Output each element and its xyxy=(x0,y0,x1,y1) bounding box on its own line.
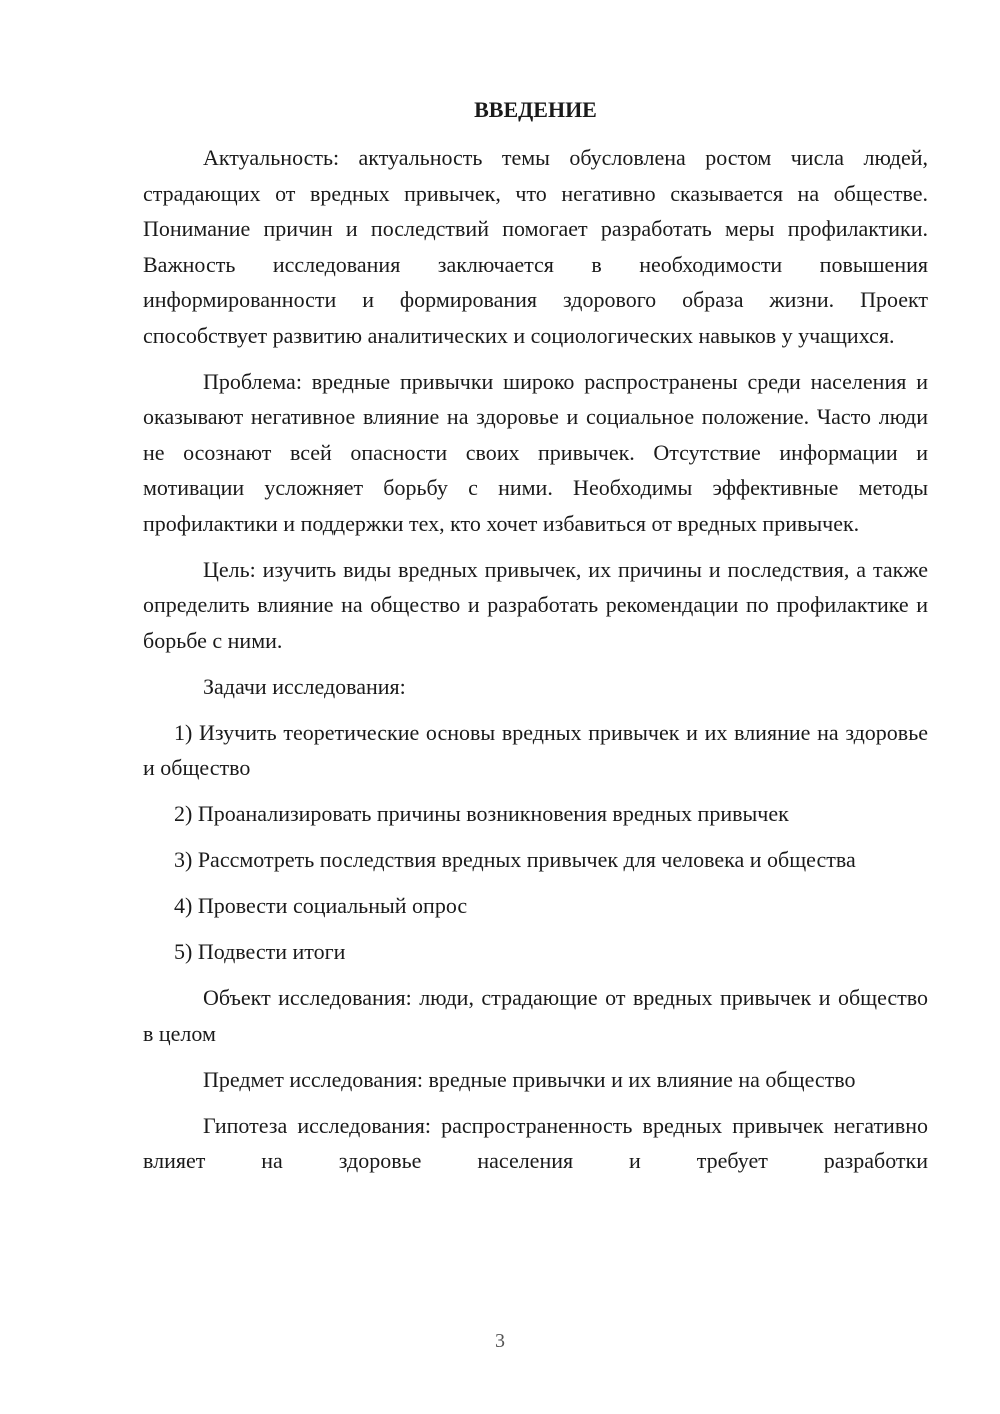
task-item-1: 1) Изучить теоретические основы вредных привычек и их влияние на здоровье и общество xyxy=(143,719,928,780)
page-number: 3 xyxy=(495,1330,505,1352)
document-page xyxy=(143,90,928,1189)
problem-paragraph: Проблема: вредные привычки широко распространены среди населения и оказывают негативное влияние на здоровье и социальное положение. Часто люди не осознают всей опасности своих привычек. Отсутствие информации и мотивации усложняет борьбу с ними. Необходимы эффективные методы профилактики и поддержки тех, кто хочет избавиться от вредных привычек. xyxy=(143,368,928,536)
task-item-2: 2) Проанализировать причины возникновения вредных привычек xyxy=(174,801,789,826)
object-paragraph: Объект исследования: люди, страдающие от вредных привычек и общество в целом xyxy=(143,985,928,1046)
relevance-paragraph: Актуальность: актуальность темы обусловлена ростом числа людей, страдающих от вредных привычек, что негативно сказывается на обществе. Понимание причин и последствий помогает разработать меры профилактики. Важность исследования заключается в необходимости повышения информированности и формирования здорового образа жизни. Проект способствует развитию аналитических и социологических навыков у учащихся. xyxy=(143,145,928,348)
goal-paragraph: Цель: изучить виды вредных привычек, их причины и последствия, а также определить влияние на общество и разработать рекомендации по профилактике и борьбе с ними. xyxy=(143,556,928,653)
hypothesis-paragraph: Гипотеза исследования: распространенность вредных привычек негативно влияет на здоровье населения и требует разработки xyxy=(143,1112,928,1173)
subject-paragraph: Предмет исследования: вредные привычки и их влияние на общество xyxy=(203,1066,856,1092)
task-item-4: 4) Провести социальный опрос xyxy=(174,893,468,918)
page-title: ВВЕДЕНИЕ xyxy=(474,97,597,122)
task-item-5: 5) Подвести итоги xyxy=(174,939,346,964)
tasks-heading: Задачи исследования: xyxy=(203,673,406,699)
task-item-3: 3) Рассмотреть последствия вредных привычек для человека и общества xyxy=(174,847,856,872)
